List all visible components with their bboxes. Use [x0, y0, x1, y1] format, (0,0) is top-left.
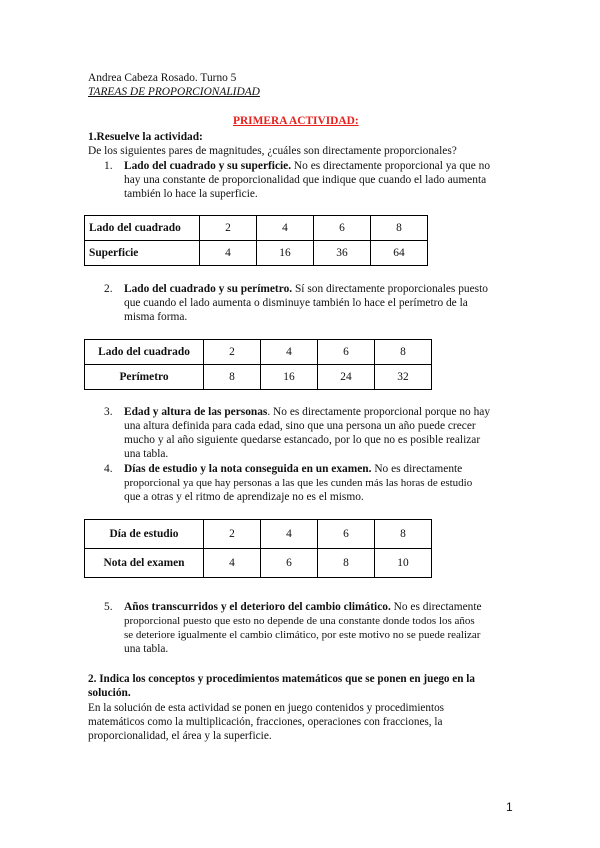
table-row [85, 520, 432, 549]
item-text: una altura definida para cada edad, sino que una persona un año puede crecer [124, 420, 476, 432]
table-cell: 16 [257, 241, 314, 266]
row-label: Día de estudio [85, 520, 204, 549]
table-cell: 16 [261, 365, 318, 390]
table-square-perimeter [84, 339, 432, 390]
item-text: misma forma. [124, 311, 188, 323]
row-label: Lado del cuadrado [85, 216, 200, 241]
table-row [85, 340, 432, 365]
section2-paragraph: proporcionalidad, el área y la superficie. [88, 730, 272, 742]
item-bold: Lado del cuadrado y su perímetro. [124, 283, 293, 295]
table-study-grade [84, 519, 432, 578]
item-number: 2. [104, 283, 113, 295]
section2-heading-cont: solución. [88, 687, 131, 699]
item-bold: Lado del cuadrado y su superficie. [124, 160, 292, 172]
author-line: Andrea Cabeza Rosado. Turno 5 [88, 72, 237, 84]
item-number: 3. [104, 406, 113, 418]
table-cell: 4 [204, 549, 261, 578]
item-number: 5. [104, 601, 113, 613]
section1-heading: 1.Resuelve la actividad: [88, 131, 203, 143]
item-text: No es directamente proporcional ya que no [291, 160, 491, 172]
section2-paragraph: En la solución de esta actividad se ponen en juego contenidos y procedimientos [88, 702, 445, 714]
table-row [85, 365, 432, 390]
section1-question: De los siguientes pares de magnitudes, ¿cuáles son directamente proporcionales? [88, 145, 457, 157]
table-cell: 6 [261, 549, 318, 578]
table-square-area [84, 215, 428, 266]
item-text: hay una constante de proporcionalidad que indique que cuando el lado aumenta [124, 174, 487, 186]
item-bold: Edad y altura de las personas [124, 406, 268, 418]
row-label: Perímetro [85, 365, 204, 390]
section2-paragraph: matemáticos como la multiplicación, fracciones, operaciones con fracciones, la [88, 716, 443, 728]
item-text: proporcional ya que hay personas a las que les cunden más las horas de estudio [124, 477, 473, 489]
table-cell: 10 [375, 549, 432, 578]
table-cell: 6 [318, 340, 375, 365]
item-text: No es directamente [371, 463, 463, 475]
table-cell: 4 [200, 241, 257, 266]
item-text: . No es directamente proporcional porque no hay [267, 406, 491, 418]
item-text: que a otras y el ritmo de aprendizaje no es el mismo. [124, 491, 364, 503]
table-cell: 4 [261, 520, 318, 549]
table-cell: 2 [204, 340, 261, 365]
item-text: que cuando el lado aumenta o disminuye también lo hace el perímetro de la [124, 297, 468, 309]
item-number: 1. [104, 160, 113, 172]
table-cell: 32 [375, 365, 432, 390]
table-cell: 8 [375, 520, 432, 549]
item-number: 4. [104, 463, 113, 475]
table-cell: 2 [204, 520, 261, 549]
item-bold: Días de estudio y la nota conseguida en un examen. [124, 463, 372, 475]
item-text: se deteriore igualmente el cambio climático, por este motivo no se puede realizar [124, 629, 481, 641]
table-cell: 8 [204, 365, 261, 390]
table-cell: 8 [371, 216, 428, 241]
item-text: proporcional puesto que esto no depende de una constante donde todos los años [124, 615, 475, 627]
item-text: también lo hace la superficie. [124, 188, 258, 200]
activity-title: PRIMERA ACTIVIDAD: [233, 115, 359, 127]
table-row [85, 549, 432, 578]
table-cell: 6 [318, 520, 375, 549]
item-text: mucho y al año siguiente quedarse estancado, por lo que no es posible realizar [124, 434, 481, 446]
item-bold: Años transcurridos y el deterioro del cambio climático. [124, 601, 391, 613]
table-cell: 6 [314, 216, 371, 241]
row-label: Superficie [85, 241, 200, 266]
table-cell: 64 [371, 241, 428, 266]
table-cell: 4 [257, 216, 314, 241]
page-number: 1 [506, 800, 513, 814]
table-row [85, 241, 428, 266]
item-text: una tabla. [124, 643, 169, 655]
row-label: Lado del cuadrado [85, 340, 204, 365]
item-text: una tabla. [124, 448, 169, 460]
section2-heading: 2. Indica los conceptos y procedimientos matemáticos que se ponen en juego en la [88, 673, 475, 685]
item-text: Sí son directamente proporcionales puesto [292, 283, 488, 295]
table-cell: 8 [375, 340, 432, 365]
table-cell: 4 [261, 340, 318, 365]
table-row [85, 216, 428, 241]
table-cell: 24 [318, 365, 375, 390]
row-label: Nota del examen [85, 549, 204, 578]
table-cell: 8 [318, 549, 375, 578]
table-cell: 36 [314, 241, 371, 266]
table-cell: 2 [200, 216, 257, 241]
document-subtitle: TAREAS DE PROPORCIONALIDAD [88, 86, 260, 98]
item-text: No es directamente [390, 601, 482, 613]
